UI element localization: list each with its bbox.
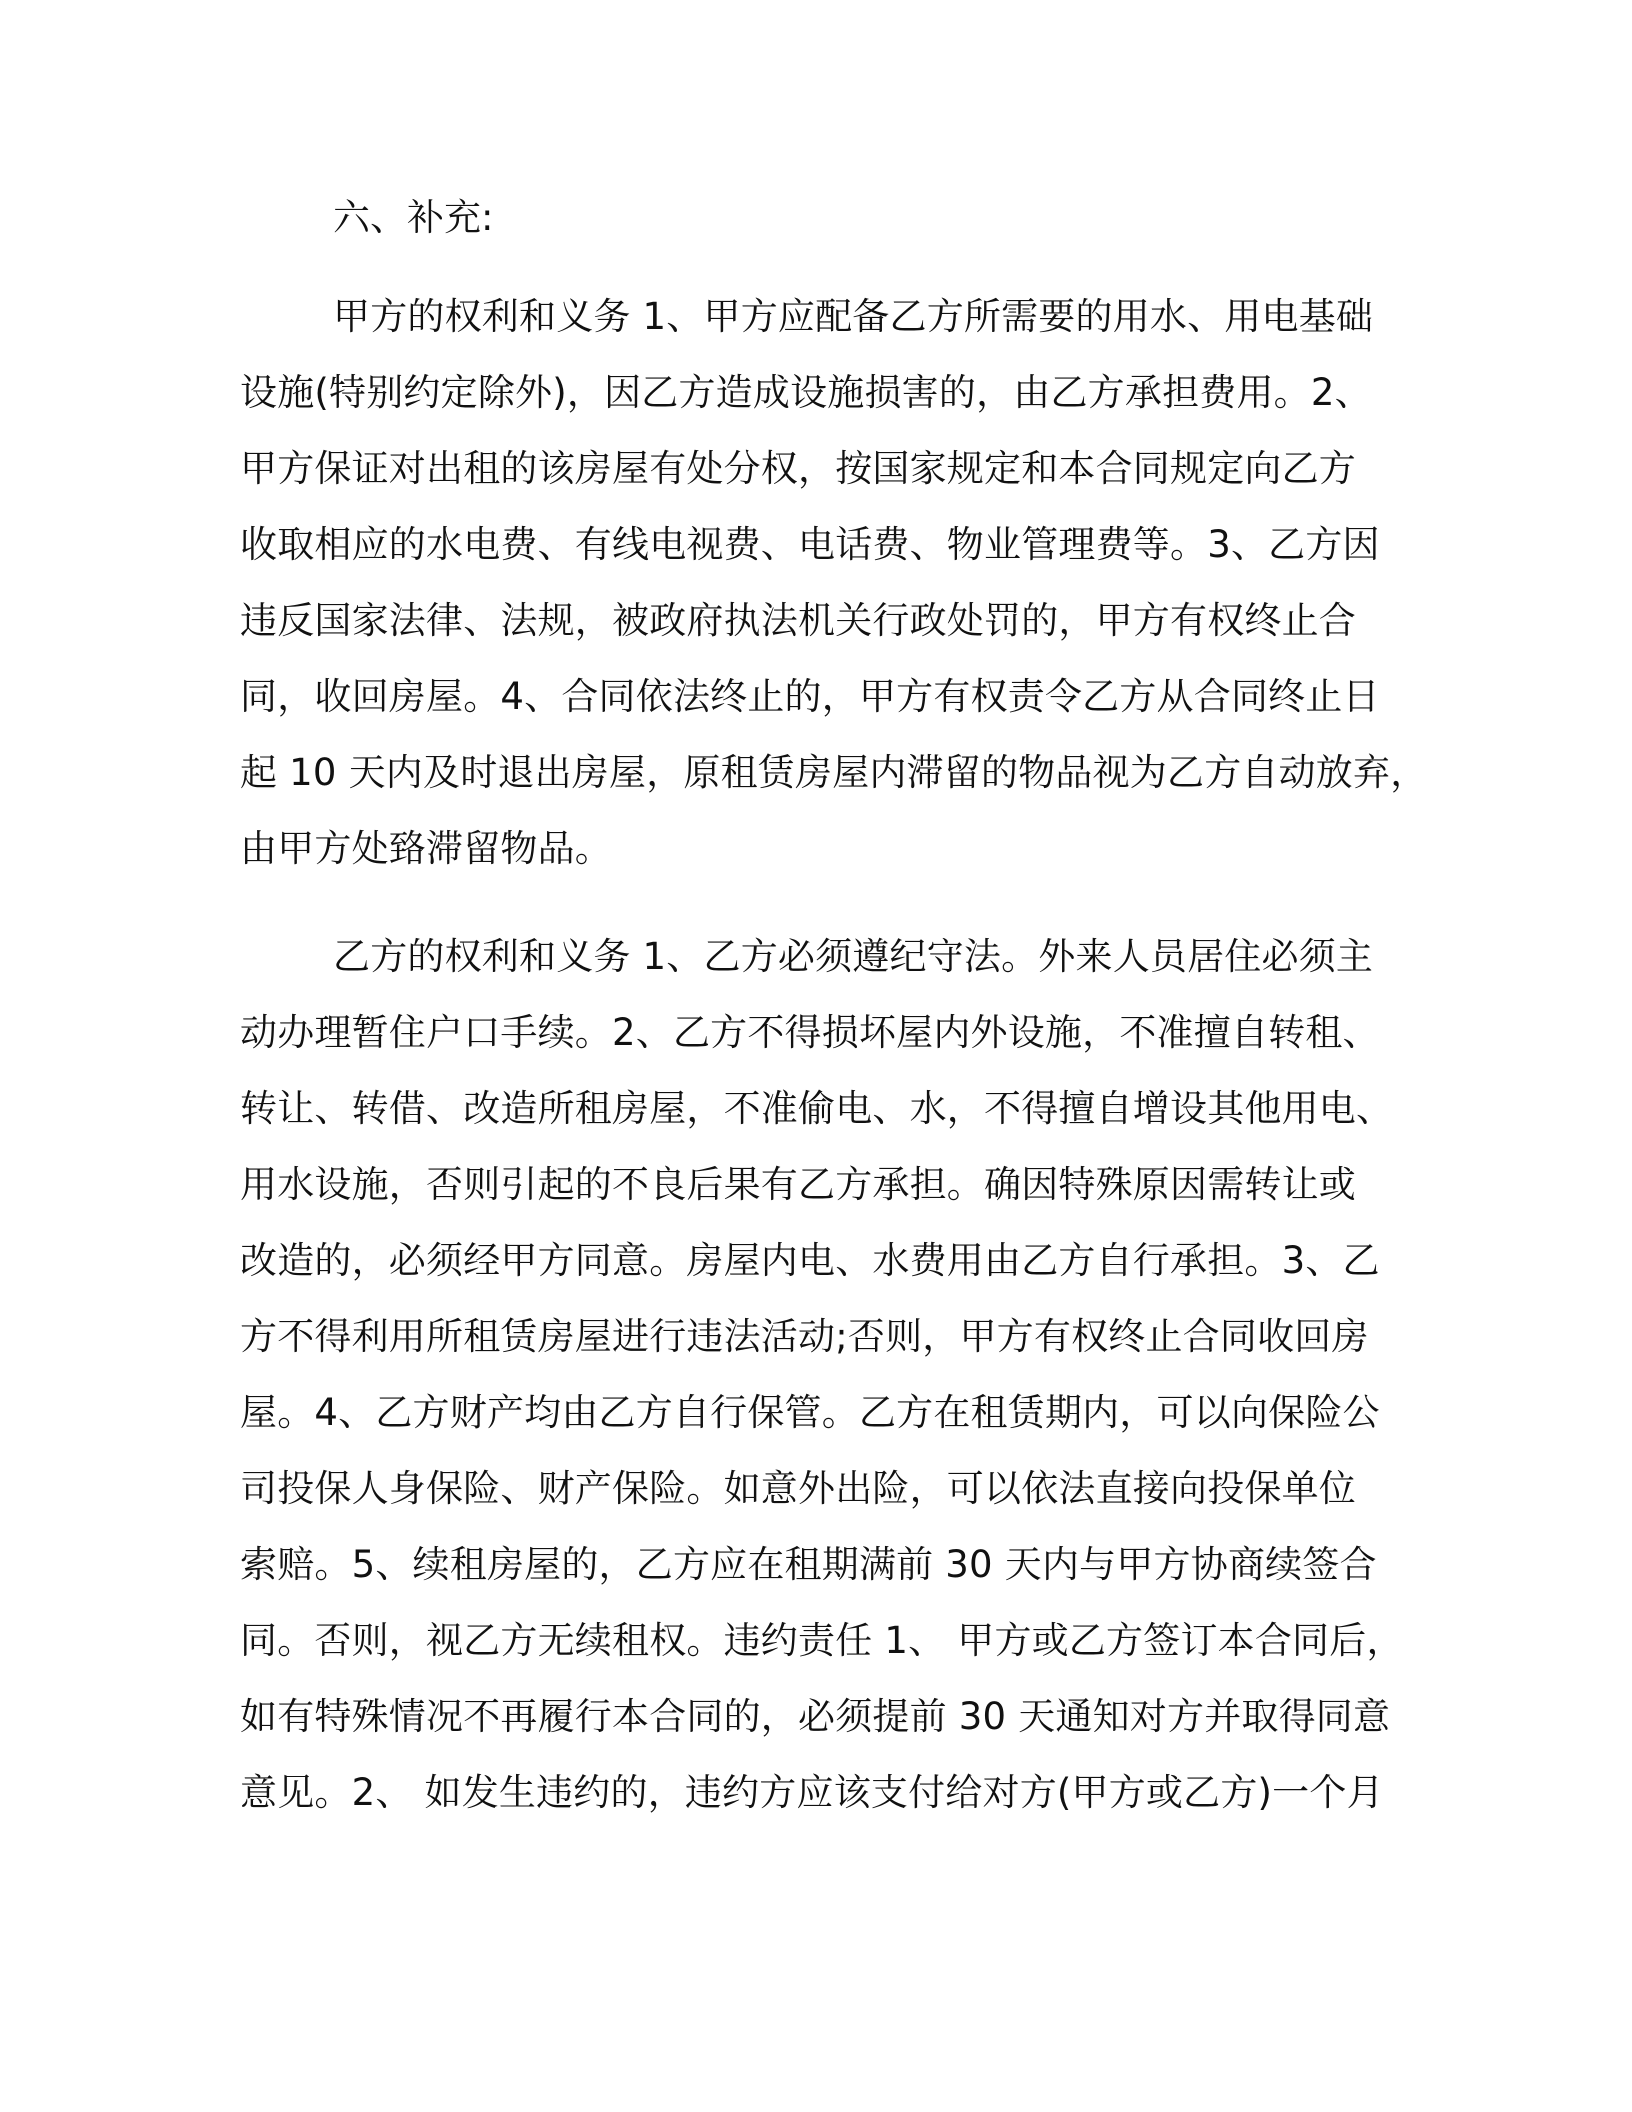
- text-line: 同，收回房屋。4、合同依法终止的，甲方有权责令乙方从合同终止日: [240, 675, 1380, 718]
- text-line: 乙方的权利和义务 1、乙方必须遵纪守法。外来人员居住必须主: [333, 935, 1374, 978]
- text-line: 甲方保证对出租的该房屋有处分权，按国家规定和本合同规定向乙方: [240, 447, 1356, 490]
- section-heading: 六、补充:: [333, 196, 494, 239]
- text-line: 如有特殊情况不再履行本合同的，必须提前 30 天通知对方并取得同意: [240, 1695, 1391, 1738]
- text-line: 甲方的权利和义务 1、甲方应配备乙方所需要的用水、用电基础: [333, 295, 1374, 338]
- text-line: 转让、转借、改造所租房屋，不准偷电、水，不得擅自增设其他用电、: [240, 1087, 1394, 1130]
- text-line: 意见。2、 如发生违约的，违约方应该支付给对方(甲方或乙方)一个月: [240, 1771, 1384, 1814]
- text-line: 由甲方处臵滞留物品。: [240, 827, 612, 870]
- text-line: 设施(特别约定除外)，因乙方造成设施损害的，由乙方承担费用。2、: [240, 371, 1372, 414]
- text-line: 起 10 天内及时退出房屋，原租赁房屋内滞留的物品视为乙方自动放弃，: [240, 751, 1428, 794]
- text-line: 违反国家法律、法规，被政府执法机关行政处罚的，甲方有权终止合: [240, 599, 1356, 642]
- text-line: 司投保人身保险、财产保险。如意外出险，可以依法直接向投保单位: [240, 1467, 1356, 1510]
- text-line: 屋。4、乙方财产均由乙方自行保管。乙方在租赁期内，可以向保险公: [240, 1391, 1380, 1434]
- text-line: 用水设施，否则引起的不良后果有乙方承担。确因特殊原因需转让或: [240, 1163, 1356, 1206]
- text-line: 改造的，必须经甲方同意。房屋内电、水费用由乙方自行承担。3、乙: [240, 1239, 1380, 1282]
- text-line: 索赔。5、续租房屋的，乙方应在租期满前 30 天内与甲方协商续签合: [240, 1543, 1377, 1586]
- text-line: 收取相应的水电费、有线电视费、电话费、物业管理费等。3、乙方因: [240, 523, 1380, 566]
- text-line: 同。否则，视乙方无续租权。违约责任 1、 甲方或乙方签订本合同后，: [240, 1619, 1404, 1662]
- text-line: 动办理暂住户口手续。2、乙方不得损坏屋内外设施，不准擅自转租、: [240, 1011, 1380, 1054]
- text-line: 方不得利用所租赁房屋进行违法活动;否则，甲方有权终止合同收回房: [240, 1315, 1369, 1358]
